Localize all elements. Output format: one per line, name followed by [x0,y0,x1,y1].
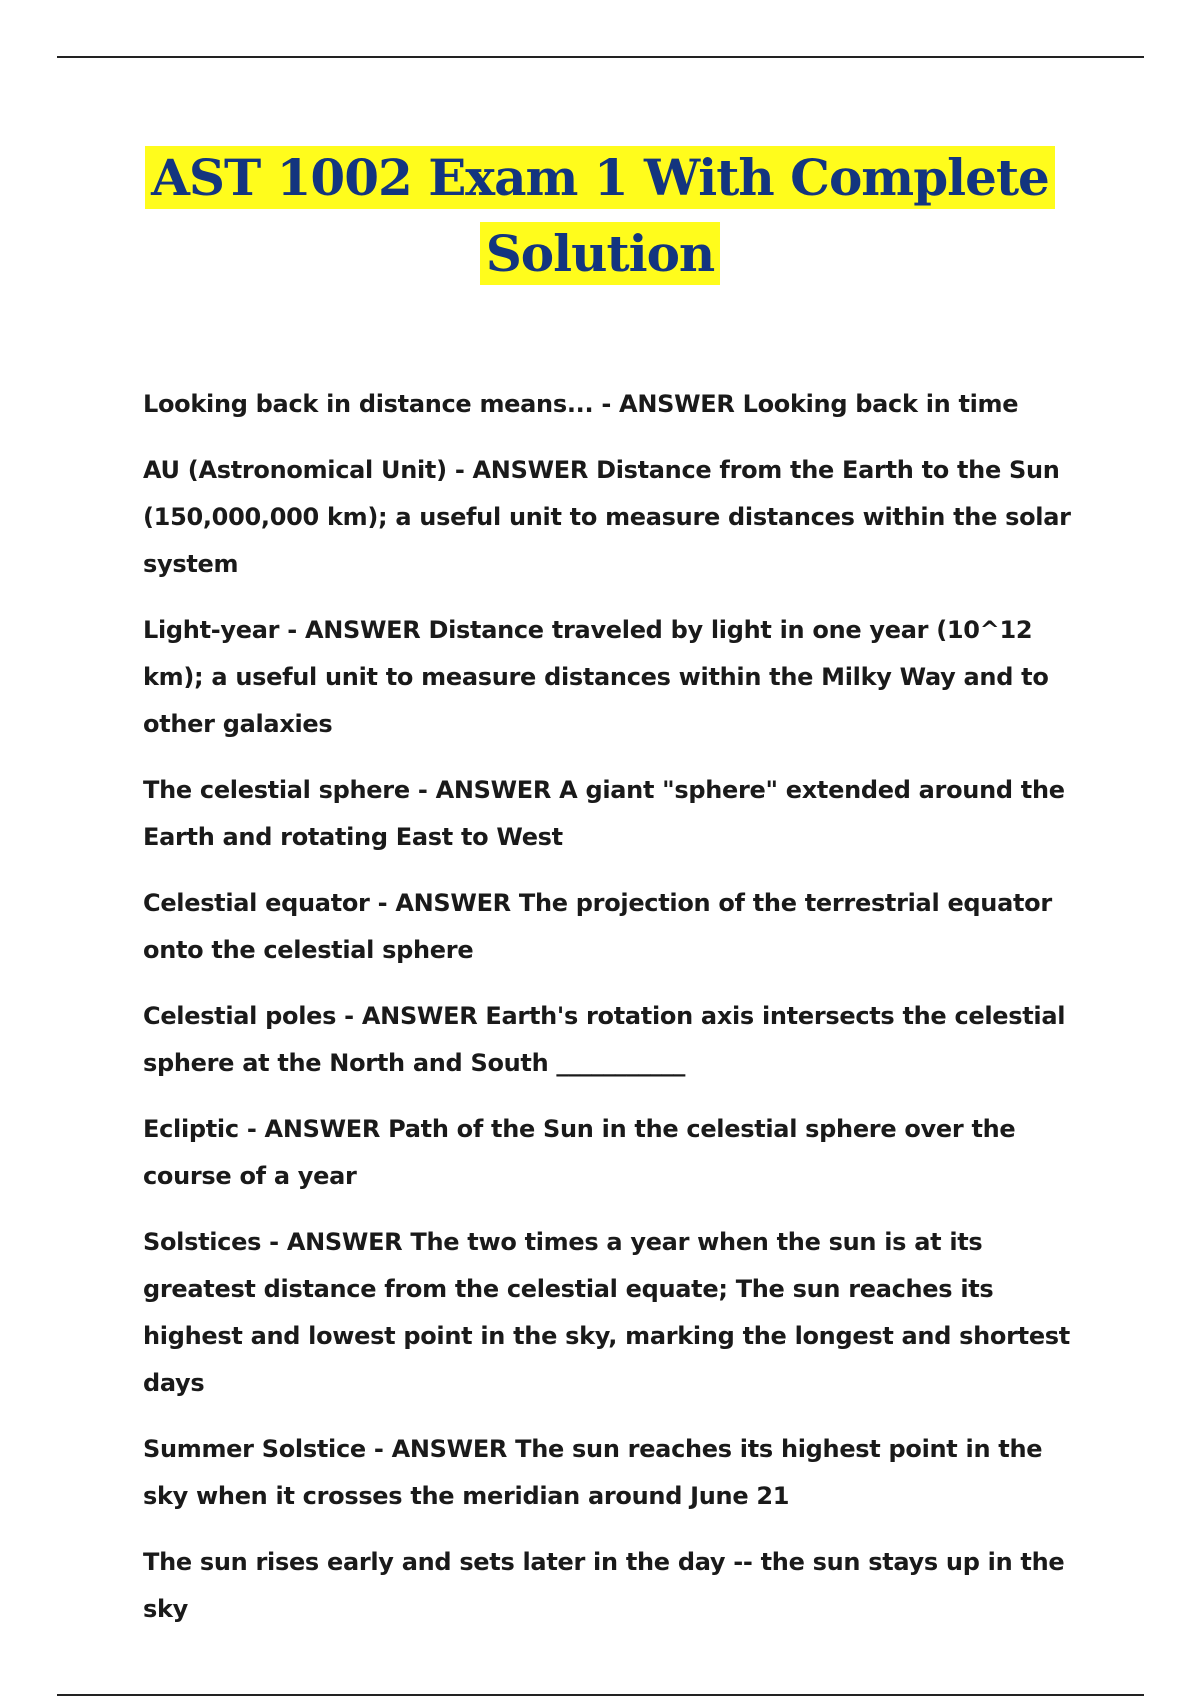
qa-item: Looking back in distance means... - ANSWER Looking back in time [143,390,1019,418]
qa-item: AU (Astronomical Unit) - ANSWER Distance from the Earth to the Sun (150,000,000 km); a useful unit to measure distances within the solar system [143,456,1071,578]
qa-item: Light-year - ANSWER Distance traveled by light in one year (10^12 km); a useful unit to measure distances within the Milky Way and to other galaxies [143,616,1049,738]
qa-item: Ecliptic - ANSWER Path of the Sun in the celestial sphere over the course of a year [143,1115,1016,1190]
title-line-2: Solution [480,222,721,285]
qa-list [143,381,1093,1652]
qa-item: Solstices - ANSWER The two times a year when the sun is at its greatest distance from the celestial equate; The sun reaches its highest and lowest point in the sky, marking the longest and shortest days [143,1228,1070,1397]
qa-item: Celestial poles - ANSWER Earth's rotation axis intersects the celestial sphere at the North and South ___________ [143,1002,1066,1077]
qa-item: The celestial sphere - ANSWER A giant "sphere" extended around the Earth and rotating East to West [143,776,1065,851]
qa-item: The sun rises early and sets later in the day -- the sun stays up in the sky [143,1548,1065,1623]
top-rule [57,56,1144,58]
qa-item: Summer Solstice - ANSWER The sun reaches its highest point in the sky when it crosses the meridian around June 21 [143,1435,1043,1510]
qa-item: Celestial equator - ANSWER The projection of the terrestrial equator onto the celestial sphere [143,889,1052,964]
bottom-rule [57,1694,1144,1696]
title-line-1: AST 1002 Exam 1 With Complete [145,146,1055,209]
page-title [100,140,1100,292]
